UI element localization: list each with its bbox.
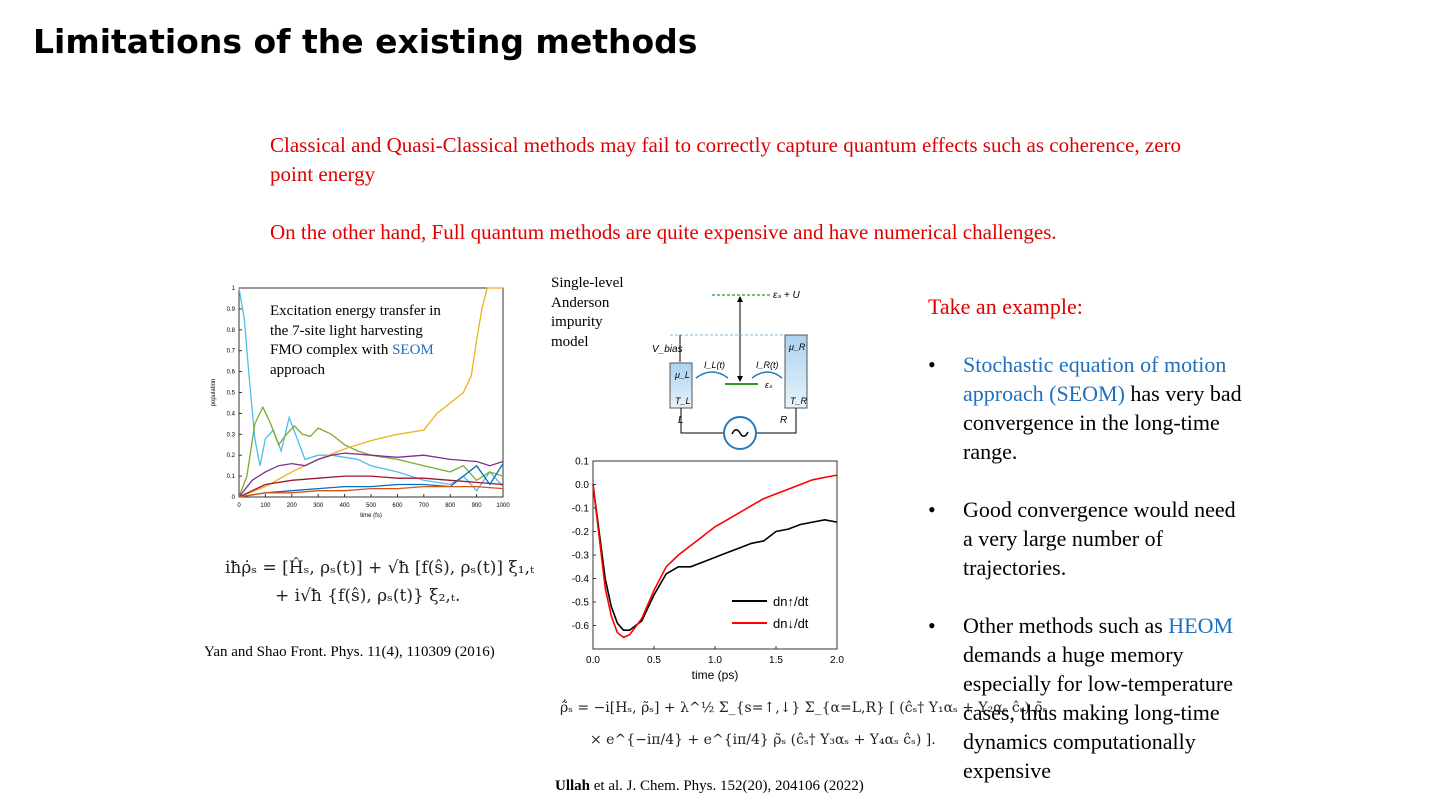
y-tick-label: 0.5 [226,390,235,397]
anderson-equation-line-1: ρ̃̇ₛ = −i[Hₛ, ρ̃ₛ] + λ^½ Σ_{s=↑,↓} Σ_{α=L,R} [ (ĉₛ† Y₁αₛ + Y₂αₛ ĉₛ) ρ̃ₛ [560,700,1048,716]
current-chart [555,452,855,688]
current-left [696,372,728,378]
label-t-l: T_L [675,396,691,406]
x-tick-label: 300 [313,503,324,509]
y-tick-label: 0.2 [226,453,235,460]
bullet-convergence-text: Good convergence would need a very large number of trajectories. [963,497,1236,580]
y-tick-label: -0.1 [571,503,589,515]
label-eps-u: εₛ + U [773,290,800,301]
legend-label-2: dn↓/dt [773,616,809,631]
y-tick-label: 0.1 [226,474,235,481]
circuit-left [681,408,723,433]
caption-seom: SEOM [392,342,434,358]
label-t-r: T_R [790,396,808,406]
y-tick-label: 1 [231,286,235,292]
bullet-marker: • [928,497,936,522]
y-tick-label: -0.6 [571,620,589,632]
level-arrow-head-up [737,296,743,302]
y-axis-label: population [211,378,217,407]
current-right [752,372,782,378]
anderson-diagram [640,280,830,455]
x-tick-label: 400 [339,503,350,509]
y-tick-label: -0.2 [571,526,589,538]
seom-equation-line-2: + i√ħ {f(ŝ), ρₛ(t)} ξ₂,ₜ. [275,586,461,606]
caption-text-end: approach [270,361,325,378]
label-vbias: V_bias [652,344,683,355]
x-tick-label: 200 [286,503,297,509]
y-tick-label: -0.5 [571,597,589,609]
x-axis-label: time (ps) [691,668,739,682]
series-line-2 [593,475,837,637]
right-panel [928,292,1248,785]
reference-rest: et al. J. Chem. Phys. 152(20), 204106 (2022) [590,778,864,794]
caption-text: Excitation energy transfer in the 7-site light harvesting FMO complex with [270,303,441,358]
series-line-2 [239,407,503,497]
label-r: R [780,415,788,426]
x-tick-label: 1.0 [708,655,722,666]
x-tick-label: 100 [260,503,271,509]
x-tick-label: 600 [392,503,403,509]
bullet-seom [928,350,1248,466]
x-tick-label: 700 [418,503,429,509]
y-tick-label: 0 [231,495,235,501]
intro-line-1: Classical and Quasi-Classical methods may fail to correctly capture quantum effects such as coherence, zero point energy [270,133,1182,186]
bullet-seom-text: has very bad convergence in the long-time range. [963,381,1242,464]
label-eps-s: εₛ [765,380,773,390]
series-line-4 [239,453,503,497]
population-chart-caption [270,302,455,380]
intro-line-2: On the other hand, Full quantum methods are quite expensive and have numerical challenges. [270,220,1057,244]
label-ir: I_R(t) [756,360,779,370]
anderson-diagram-svg [640,280,830,455]
series-line-6 [239,464,503,497]
y-tick-label: 0.6 [226,369,235,376]
bullet-convergence [928,495,1248,582]
y-tick-label: 0.8 [226,327,235,334]
center-reference [555,778,864,795]
intro-text [270,131,1210,247]
x-tick-label: 800 [445,503,456,509]
y-tick-label: 0.4 [226,411,235,418]
bullet-heom-text: Other methods such as [963,613,1169,638]
reference-author: Ullah [555,778,591,794]
y-tick-label: 0.1 [575,456,589,468]
x-tick-label: 0.0 [586,655,600,666]
label-mu-l: μ_L [675,370,690,380]
y-tick-label: 0.9 [226,306,235,313]
x-tick-label: 500 [365,503,377,509]
y-tick-label: 0.0 [575,479,589,491]
seom-equation-line-1: iħρ̇ₛ = [Ĥₛ, ρₛ(t)] + √ħ [f(ŝ), ρₛ(t)] ξ₁,ₜ [225,558,535,578]
y-tick-label: -0.3 [571,550,589,562]
seom-equation [225,558,534,606]
y-tick-label: 0.3 [226,432,235,439]
x-tick-label: 1000 [496,503,510,509]
bullet-marker: • [928,352,936,377]
model-label: Single-level Anderson impurity model [551,275,624,350]
label-mu-r: μ_R [789,342,806,352]
label-l: L [678,415,684,426]
bullet-heom-text-end: demands a huge memory especially for low-temperature cases, thus making long-time dynamics computationally expensive [963,642,1233,783]
circuit-right [757,408,796,433]
x-tick-label: 1.5 [769,655,783,666]
bullet-seom-highlight: Stochastic equation of motion approach (SEOM) [963,352,1227,406]
bullet-heom [928,611,1248,785]
level-arrow-head-down [737,376,743,382]
label-il: I_L(t) [704,360,726,370]
x-axis-label: time (fs) [360,513,382,519]
x-tick-label: 0 [237,503,241,509]
left-reference: Yan and Shao Front. Phys. 11(4), 110309 (2016) [204,644,495,660]
x-tick-label: 0.5 [647,655,661,666]
y-tick-label: -0.4 [571,573,589,585]
bullet-heom-highlight: HEOM [1168,613,1234,638]
y-tick-label: 0.7 [226,348,235,355]
x-tick-label: 2.0 [830,655,844,666]
legend-label-1: dn↑/dt [773,594,809,609]
current-chart-svg [555,452,855,688]
anderson-equation-line-2: × e^{−iπ/4} + e^{iπ/4} ρ̃ₛ (ĉₛ† Y₃αₛ + Y₄αₛ ĉₛ) ]. [590,732,936,748]
bullet-marker: • [928,613,936,638]
example-heading: Take an example: [928,294,1083,319]
slide-title: Limitations of the existing methods [33,22,698,61]
x-tick-label: 900 [471,503,482,509]
